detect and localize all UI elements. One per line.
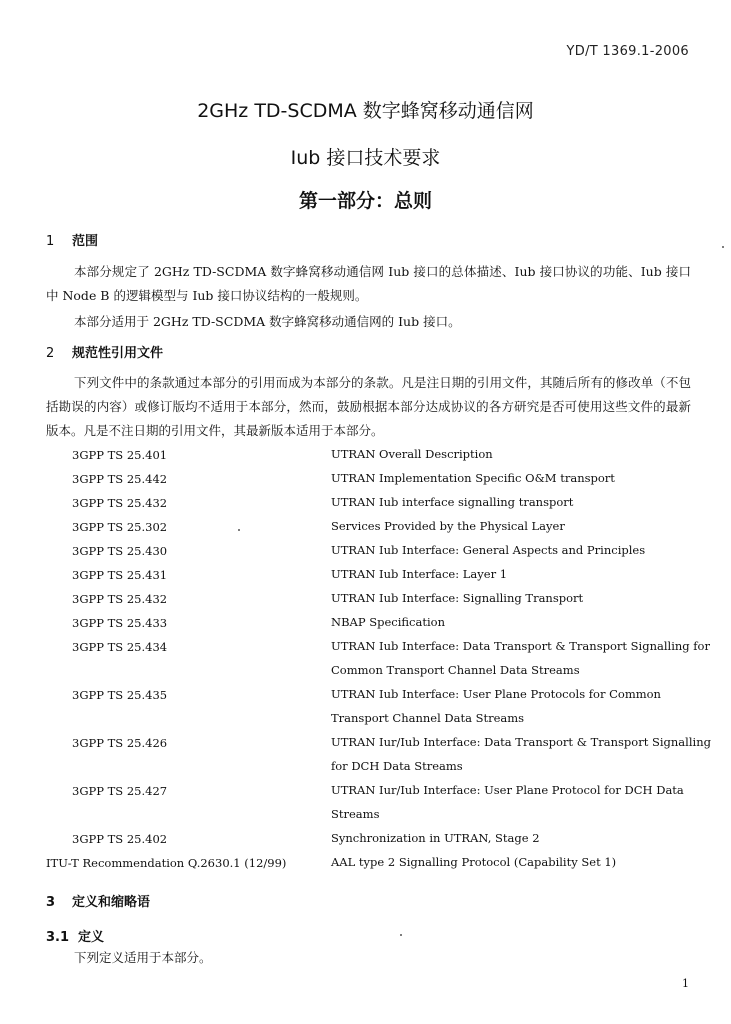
- reference-title: UTRAN Iub Interface: Data Transport & Transport Signalling for: [331, 639, 710, 653]
- reference-title: UTRAN Overall Description: [331, 447, 493, 461]
- section-3-1-paragraph: 下列定义适用于本部分。: [74, 950, 212, 965]
- title-line-3: 第一部分：总则: [298, 190, 432, 212]
- section-3-1-title: 定义: [78, 930, 105, 945]
- section-3-1-number: 3.1: [46, 930, 70, 945]
- section-1-number: 1: [46, 234, 55, 249]
- title-line-2: Iub 接口技术要求: [290, 147, 441, 169]
- reference-title: UTRAN Iur/Iub Interface: Data Transport & Transport Signalling: [331, 735, 711, 749]
- reference-title: AAL type 2 Signalling Protocol (Capability Set 1): [331, 855, 617, 869]
- section-3-heading: [46, 891, 150, 910]
- reference-code: 3GPP TS 25.433: [72, 616, 168, 630]
- section-3-1-heading: [46, 926, 104, 945]
- reference-code: 3GPP TS 25.401: [72, 448, 168, 462]
- section-1-paragraph-1: 本部分规定了 2GHz TD-SCDMA 数字蜂窝移动通信网 Iub 接口的总体描述、Iub 接口协议的功能、Iub 接口中 Node B 的逻辑模型与 Iub 接口协议结构的一般规则。: [46, 264, 691, 303]
- reference-title-continued: for DCH Data Streams: [331, 759, 463, 773]
- reference-title: UTRAN Iub Interface: General Aspects and Principles: [331, 543, 646, 557]
- section-1-heading: [46, 230, 98, 249]
- scan-speck: [238, 529, 240, 531]
- reference-title: UTRAN Iub Interface: User Plane Protocols for Common: [331, 687, 661, 701]
- reference-code: 3GPP TS 25.432: [72, 592, 168, 606]
- reference-code: 3GPP TS 25.402: [72, 832, 168, 846]
- page-number: 1: [682, 977, 689, 990]
- reference-title: UTRAN Iur/Iub Interface: User Plane Protocol for DCH Data: [331, 783, 684, 797]
- section-3-number: 3: [46, 895, 56, 910]
- reference-title: UTRAN Iub Interface: Signalling Transport: [331, 591, 584, 605]
- reference-code: 3GPP TS 25.442: [72, 472, 168, 486]
- reference-code: 3GPP TS 25.431: [72, 568, 168, 582]
- reference-title: UTRAN Iub Interface: Layer 1: [331, 567, 508, 581]
- standard-number: YD/T 1369.1-2006: [566, 44, 689, 59]
- reference-title: Services Provided by the Physical Layer: [331, 519, 565, 533]
- reference-code: ITU-T Recommendation Q.2630.1 (12/99): [46, 856, 287, 870]
- reference-code: 3GPP TS 25.302: [72, 520, 168, 534]
- reference-code: 3GPP TS 25.426: [72, 736, 168, 750]
- reference-title: UTRAN Implementation Specific O&M transport: [331, 471, 615, 485]
- section-1-paragraph-2: 本部分适用于 2GHz TD-SCDMA 数字蜂窝移动通信网的 Iub 接口。: [74, 314, 461, 329]
- reference-code: 3GPP TS 25.430: [72, 544, 168, 558]
- reference-title-continued: Streams: [331, 807, 380, 821]
- reference-title: Synchronization in UTRAN, Stage 2: [331, 831, 540, 845]
- title-line-1: 2GHz TD-SCDMA 数字蜂窝移动通信网: [197, 100, 534, 122]
- section-2-paragraph: 下列文件中的条款通过本部分的引用而成为本部分的条款。凡是注日期的引用文件，其随后所有的修改单（不包括勘误的内容）或修订版均不适用于本部分，然而，鼓励根据本部分达成协议的各方研究是否可使用这些文件的最新版本。凡是不注日期的引用文件，其最新版本适用于本部分。: [46, 375, 691, 438]
- reference-title-continued: Common Transport Channel Data Streams: [331, 663, 580, 677]
- reference-code: 3GPP TS 25.435: [72, 688, 168, 702]
- section-1-title: 范围: [72, 234, 99, 249]
- section-2-number: 2: [46, 346, 55, 361]
- scan-speck: [722, 246, 724, 248]
- scan-speck: [400, 934, 402, 936]
- section-3-title: 定义和缩略语: [72, 895, 151, 910]
- reference-title: NBAP Specification: [331, 615, 445, 629]
- reference-title: UTRAN Iub interface signalling transport: [331, 495, 574, 509]
- section-2-heading: [46, 342, 163, 361]
- reference-code: 3GPP TS 25.432: [72, 496, 168, 510]
- reference-title-continued: Transport Channel Data Streams: [331, 711, 525, 725]
- reference-code: 3GPP TS 25.427: [72, 784, 168, 798]
- section-2-title: 规范性引用文件: [72, 346, 164, 361]
- reference-code: 3GPP TS 25.434: [72, 640, 168, 654]
